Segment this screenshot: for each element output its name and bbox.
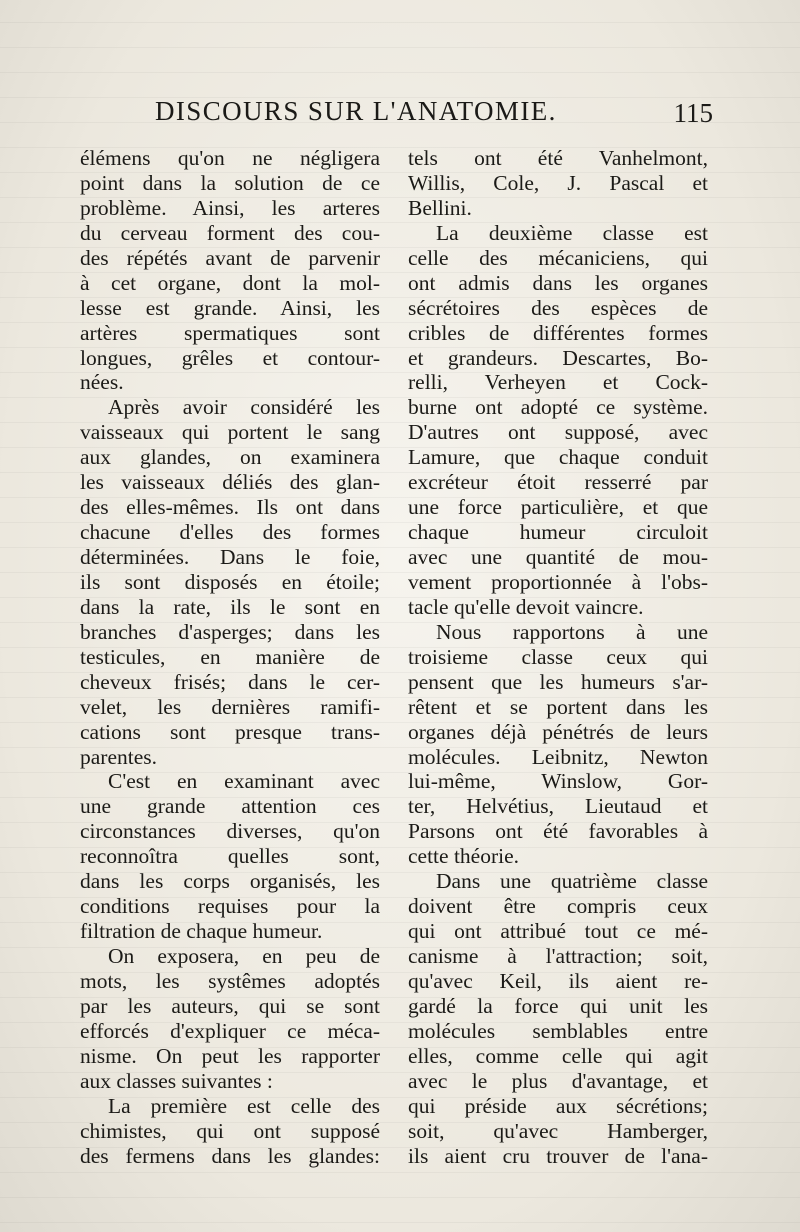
text-line: cations sont presque trans-: [80, 719, 380, 744]
text-line: cribles de différentes formes: [408, 320, 708, 345]
text-line: des elles-mêmes. Ils ont dans: [80, 495, 380, 520]
text-line: dans la rate, ils le sont en: [80, 594, 380, 619]
text-line: tels ont été Vanhelmont,: [408, 146, 708, 170]
text-line: Après avoir considéré les: [108, 395, 380, 420]
text-line: une force particulière, et que: [408, 495, 708, 520]
text-line: tacle qu'elle devoit vaincre.: [408, 594, 644, 619]
text-line: Bellini.: [408, 195, 472, 220]
text-line: vement proportionnée à l'obs-: [408, 569, 708, 594]
text-line: une grande attention ces: [80, 794, 380, 819]
text-line: aux glandes, on examinera: [80, 445, 380, 470]
text-line: pensent que les humeurs s'ar-: [408, 669, 708, 694]
text-line: lesse est grande. Ainsi, les: [80, 295, 380, 320]
text-line: du cerveau forment des cou-: [80, 220, 380, 245]
text-line: artères spermatiques sont: [80, 320, 380, 345]
text-line: longues, grêles et contour-: [80, 345, 380, 370]
text-line: efforcés d'expliquer ce méca-: [80, 1018, 380, 1043]
text-line: La deuxième classe est: [436, 220, 708, 245]
text-line: Nous rapportons à une: [436, 619, 708, 644]
text-line: C'est en examinant avec: [108, 769, 380, 794]
text-column-left: [80, 146, 380, 1168]
text-line: nisme. On peut les rapporter: [80, 1043, 380, 1068]
text-line: mots, les systêmes adoptés: [80, 968, 380, 993]
text-line: branches d'asperges; dans les: [80, 619, 380, 644]
text-line: molécules semblables entre: [408, 1018, 708, 1043]
text-line: parentes.: [80, 744, 158, 769]
text-line: Willis, Cole, J. Pascal et: [408, 170, 708, 195]
text-line: des fermens dans les glandes:: [80, 1143, 380, 1168]
text-line: nées.: [80, 370, 124, 395]
text-line: burne ont adopté ce système.: [408, 395, 708, 420]
text-line: doivent être compris ceux: [408, 894, 708, 919]
text-column-right: [408, 146, 708, 1168]
text-line: point dans la solution de ce: [80, 170, 380, 195]
text-line: Dans une quatrième classe: [436, 869, 708, 894]
text-line: avec une quantité de mou-: [408, 545, 708, 569]
text-line: canisme à l'attraction; soit,: [408, 944, 708, 968]
text-line: filtration de chaque humeur.: [80, 919, 323, 944]
text-line: testicules, en manière de: [80, 644, 380, 669]
text-line: avec le plus d'avantage, et: [408, 1068, 708, 1093]
running-title: DISCOURS SUR L'ANATOMIE.: [155, 96, 557, 126]
text-line: rêtent et se portent dans les: [408, 694, 708, 719]
text-line: chaque humeur circuloit: [408, 520, 708, 545]
text-line: aux classes suivantes :: [80, 1068, 273, 1093]
text-line: soit, qu'avec Hamberger,: [408, 1118, 708, 1143]
text-line: déterminées. Dans le foie,: [80, 545, 380, 569]
text-line: excréteur étoit resserré par: [408, 470, 708, 495]
text-line: qui ont attribué tout ce mé-: [408, 919, 708, 944]
text-line: La première est celle des: [108, 1093, 380, 1118]
text-line: ter, Helvétius, Lieutaud et: [408, 794, 708, 819]
text-line: velet, les dernières ramifi-: [80, 694, 380, 719]
text-line: élémens qu'on ne négligera: [80, 146, 380, 170]
text-line: chacune d'elles des formes: [80, 520, 380, 545]
text-line: ils aient cru trouver de l'ana-: [408, 1143, 708, 1168]
text-line: et grandeurs. Descartes, Bo-: [408, 345, 708, 370]
text-line: cette théorie.: [408, 844, 520, 869]
text-line: gardé la force qui unit les: [408, 993, 708, 1018]
text-line: Lamure, que chaque conduit: [408, 445, 708, 470]
text-line: ont admis dans les organes: [408, 270, 708, 295]
text-line: par les auteurs, qui se sont: [80, 993, 380, 1018]
text-line: molécules. Leibnitz, Newton: [408, 744, 708, 769]
text-line: celle des mécaniciens, qui: [408, 245, 708, 270]
text-line: des répétés avant de parvenir: [80, 245, 380, 270]
text-line: les vaisseaux déliés des glan-: [80, 470, 380, 495]
text-line: ils sont disposés en étoile;: [80, 569, 380, 594]
text-line: sécrétoires des espèces de: [408, 295, 708, 320]
text-line: vaisseaux qui portent le sang: [80, 420, 380, 445]
text-line: à cet organe, dont la mol-: [80, 270, 380, 295]
text-line: conditions requises pour la: [80, 894, 380, 919]
text-line: chimistes, qui ont supposé: [80, 1118, 380, 1143]
text-line: reconnoîtra quelles sont,: [80, 844, 380, 869]
text-line: elles, comme celle qui agit: [408, 1043, 708, 1068]
text-line: troisieme classe ceux qui: [408, 644, 708, 669]
page-number: 115: [673, 98, 713, 128]
text-line: relli, Verheyen et Cock-: [408, 370, 708, 395]
text-line: qui préside aux sécrétions;: [408, 1093, 708, 1118]
text-line: D'autres ont supposé, avec: [408, 420, 708, 445]
text-line: Parsons ont été favorables à: [408, 819, 708, 844]
text-line: cheveux frisés; dans le cer-: [80, 669, 380, 694]
text-line: On exposera, en peu de: [108, 944, 380, 968]
text-line: qu'avec Keil, ils aient re-: [408, 968, 708, 993]
page-header: [155, 96, 715, 136]
text-line: dans les corps organisés, les: [80, 869, 380, 894]
text-line: lui-même, Winslow, Gor-: [408, 769, 708, 794]
text-line: problème. Ainsi, les arteres: [80, 195, 380, 220]
text-line: circonstances diverses, qu'on: [80, 819, 380, 844]
text-line: organes déjà pénétrés de leurs: [408, 719, 708, 744]
